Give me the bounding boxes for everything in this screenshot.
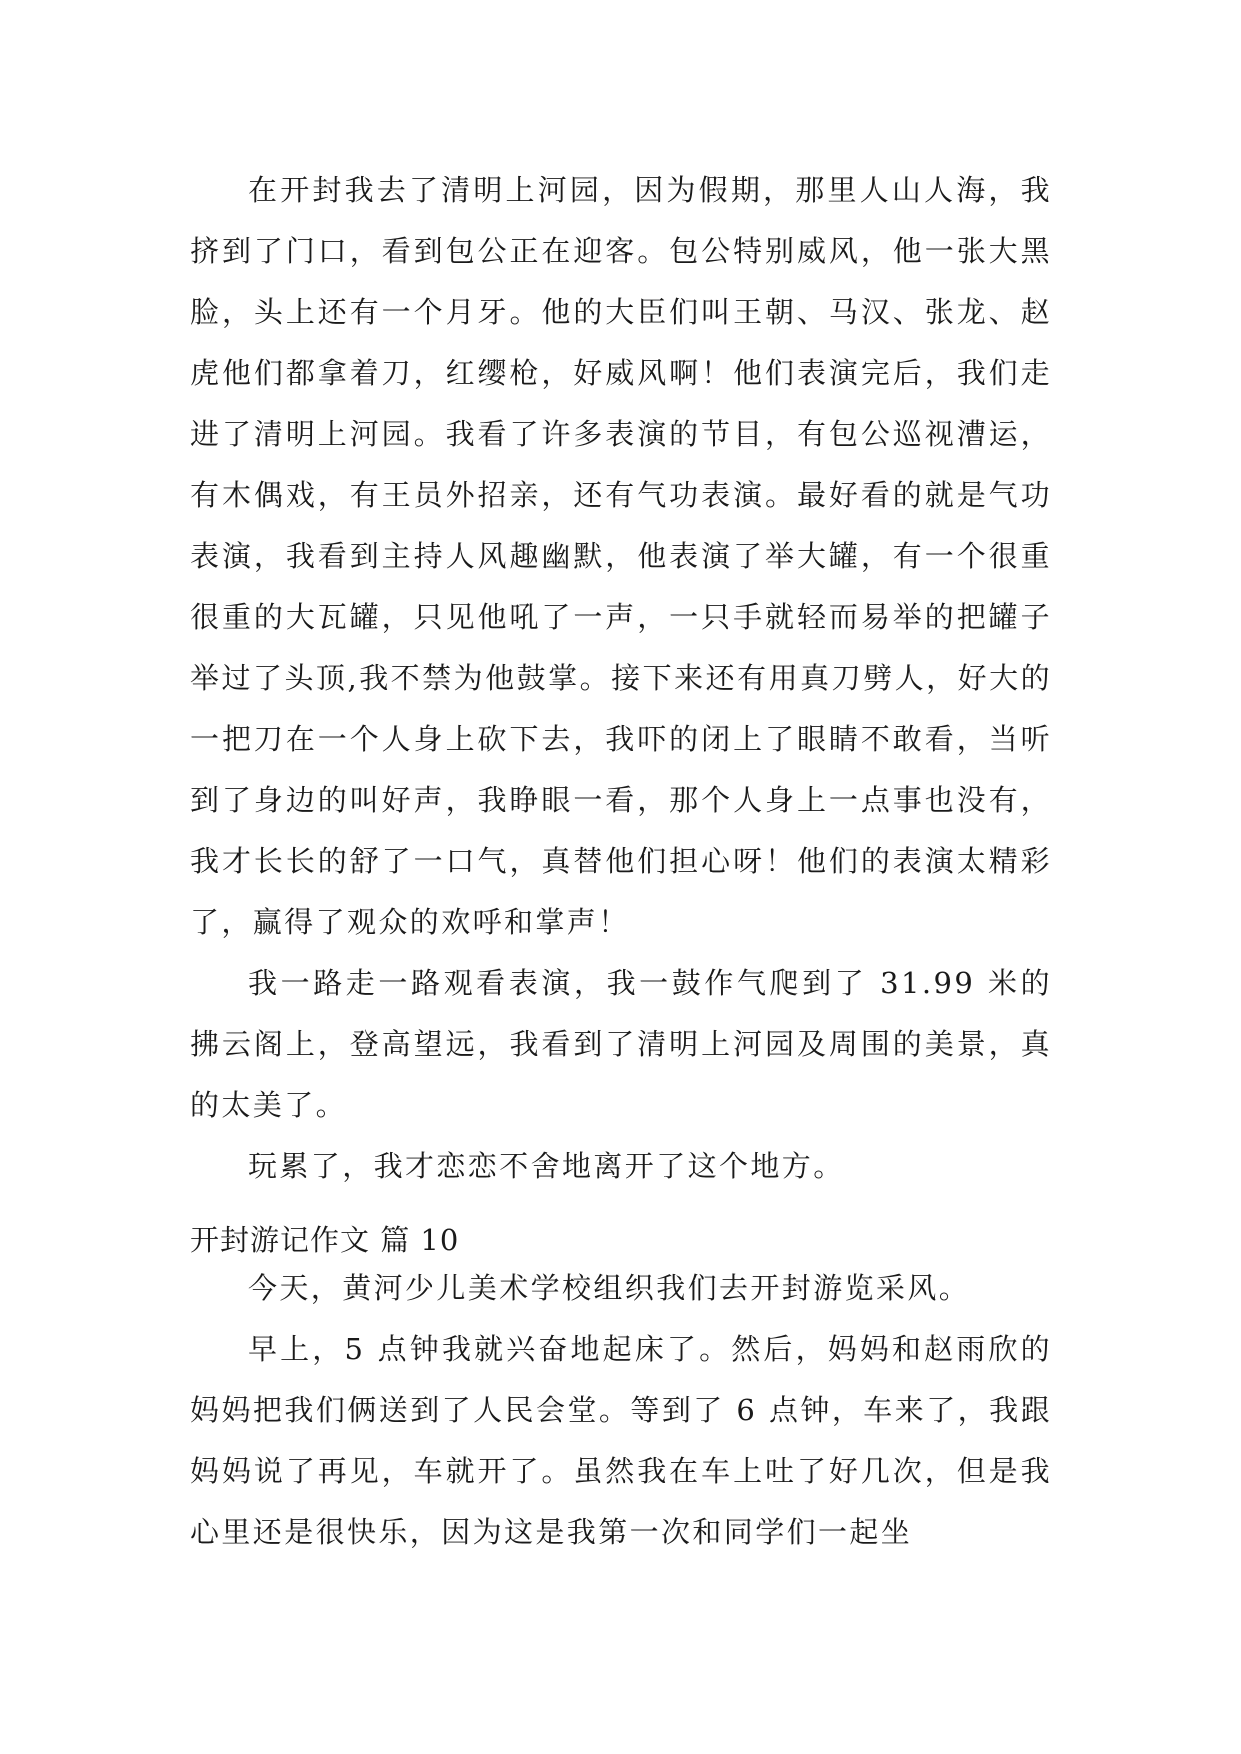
essay-body-part1 bbox=[190, 160, 1052, 1197]
paragraph: 今天，黄河少儿美术学校组织我们去开封游览采风。 bbox=[248, 1271, 971, 1305]
section-heading: 开封游记作文 篇 10 bbox=[190, 1223, 460, 1257]
paragraph: 我一路走一路观看表演，我一鼓作气爬到了 31.99 米的拂云阁上，登高望远，我看到了清明上河园及周围的美景，真的太美了。 bbox=[190, 966, 1052, 1122]
essay-body-part2 bbox=[190, 1258, 1052, 1563]
paragraph: 玩累了，我才恋恋不舍地离开了这个地方。 bbox=[248, 1149, 845, 1183]
paragraph: 在开封我去了清明上河园，因为假期，那里人山人海，我挤到了门口，看到包公正在迎客。包公特别威风，他一张大黑脸，头上还有一个月牙。他的大臣们叫王朝、马汉、张龙、赵虎他们都拿着刀，红缨枪，好威风啊！他们表演完后，我们走进了清明上河园。我看了许多表演的节目，有包公巡视漕运，有木偶戏，有王员外招亲，还有气功表演。最好看的就是气功表演，我看到主持人风趣幽默，他表演了举大罐，有一个很重很重的大瓦罐，只见他吼了一声，一只手就轻而易举的把罐子举过了头顶,我不禁为他鼓掌。接下来还有用真刀劈人，好大的一把刀在一个人身上砍下去，我吓的闭上了眼睛不敢看，当听到了身边的叫好声，我睁眼一看，那个人身上一点事也没有，我才长长的舒了一口气，真替他们担心呀！他们的表演太精彩了，赢得了观众的欢呼和掌声！ bbox=[190, 173, 1052, 939]
paragraph: 早上，5 点钟我就兴奋地起床了。然后，妈妈和赵雨欣的妈妈把我们俩送到了人民会堂。等到了 6 点钟，车来了，我跟妈妈说了再见，车就开了。虽然我在车上吐了好几次，但是我心里还是很快乐，因为这是我第一次和同学们一起坐 bbox=[190, 1332, 1052, 1549]
